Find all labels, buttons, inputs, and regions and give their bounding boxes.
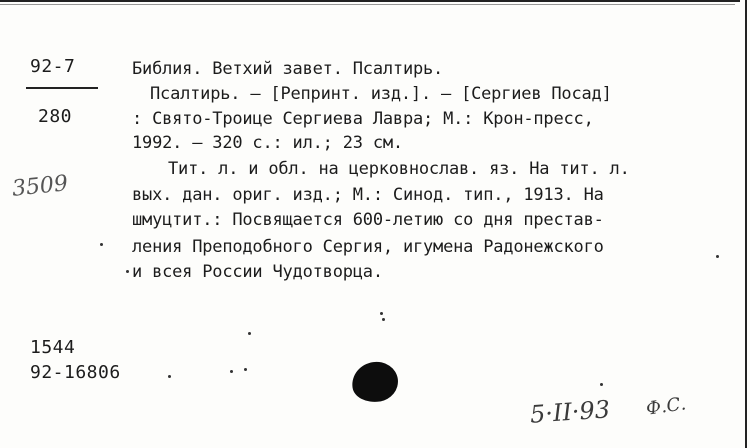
note-line-4: ления Преподобного Сергия, игумена Радонежского <box>132 237 604 257</box>
footer-code-2: 92-16806 <box>30 362 121 383</box>
handwritten-date: 5·II·93 <box>529 395 611 429</box>
speck <box>380 312 383 315</box>
shelf-number: 280 <box>38 106 73 127</box>
description-line-2: : Свято-Троице Сергиева Лавра; М.: Крон-пресс, <box>132 109 594 129</box>
speck <box>600 383 603 386</box>
handwritten-initials: Ф.С. <box>644 393 688 420</box>
card-top-edge <box>0 0 740 2</box>
speck <box>100 243 103 246</box>
speck <box>248 332 251 335</box>
ink-blot <box>349 359 400 405</box>
speck <box>168 375 171 378</box>
description-line-1: Псалтирь. – [Репринт. изд.]. – [Сергиев Посад] <box>150 84 612 104</box>
speck <box>382 318 385 321</box>
heading-line: Библия. Ветхий завет. Псалтирь. <box>132 59 444 79</box>
speck <box>230 370 233 373</box>
card-right-edge <box>745 0 747 448</box>
note-line-3: шмуцтит.: Посвящается 600-летию со дня престав- <box>132 210 604 230</box>
inventory-mark: 3509 <box>10 171 70 202</box>
speck <box>244 368 247 371</box>
note-line-1: Тит. л. и обл. на церковнослав. яз. На тит. л. <box>168 159 630 179</box>
call-number: 92-7 <box>30 56 76 77</box>
footer-code-1: 1544 <box>30 337 76 358</box>
card-top-edge-shadow <box>0 4 735 5</box>
call-number-rule <box>26 87 98 89</box>
speck <box>716 255 719 258</box>
description-line-3: 1992. – 320 с.: ил.; 23 см. <box>132 133 403 153</box>
speck <box>126 270 129 273</box>
note-line-5: и всея России Чудотворца. <box>132 262 383 282</box>
note-line-2: вых. дан. ориг. изд.; М.: Синод. тип., 1913. На <box>132 185 604 205</box>
